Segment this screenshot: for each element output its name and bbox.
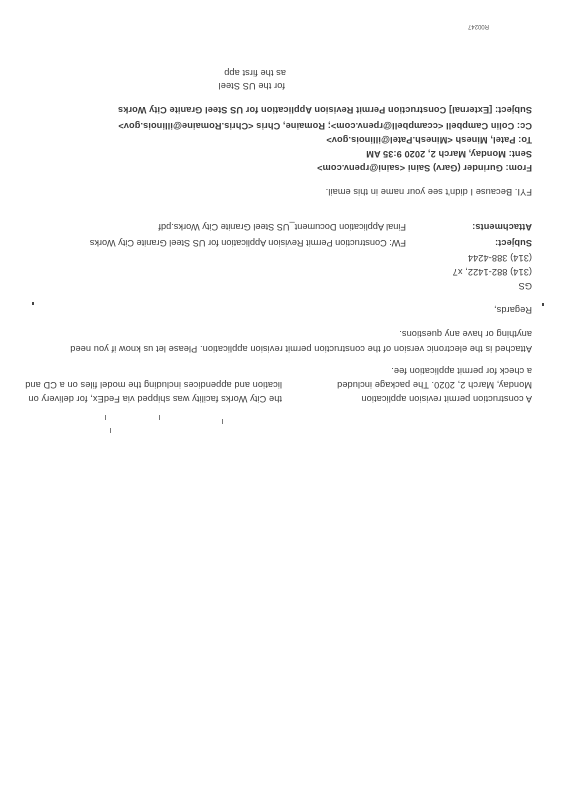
scan-tick: [222, 419, 223, 424]
forward-note-line-2: for the US Steel: [218, 81, 285, 91]
regards-line: Regards,: [493, 305, 532, 315]
subject-value: FW: Construction Permit Revision Application for US Steel Granite City Works: [89, 238, 406, 248]
forward-cc-line: Cc: Colin Campbell <ccampbell@rpenv.com>; Romaine, Chris <Chris.Romaine@illinois.gov>: [118, 121, 532, 131]
scan-mark-right: [542, 303, 544, 306]
fyi-line: FYI. Because I didn't see your name in this email.: [325, 187, 532, 197]
signature-initials: GS: [518, 281, 532, 291]
signature-phone-1: (314) 388-4244: [467, 253, 532, 263]
body-line-1-left: A construction permit revision application: [361, 394, 532, 404]
scan-tick: [105, 415, 106, 420]
forward-to-line: To: Patel, Minesh <Minesh.Patel@illinois.gov>: [326, 135, 532, 145]
forward-from-line: From: Gurinder (Garv) Saini <saini@rpenv.com>: [317, 163, 532, 173]
forward-subject-line: Subject: [External] Construction Permit Revision Application for US Steel Granite City Works: [117, 105, 532, 115]
signature-phone-2: (314) 882-1422, x7: [452, 267, 532, 277]
body-line-2-left: Monday, March 2, 2020. The package included: [337, 380, 532, 390]
body-line-5: anything or have any questions.: [399, 329, 532, 339]
scan-tick: [159, 415, 160, 420]
page-id: R00247: [467, 23, 489, 29]
forward-sent-line: Sent: Monday, March 2, 2020 9:35 AM: [366, 149, 532, 159]
subject-label: Subject:: [494, 238, 532, 248]
body-line-4: Attached is the electronic version of the construction permit revision application. Please let us know if you need: [70, 344, 532, 354]
scan-mark-left: [32, 302, 34, 305]
body-line-2-right: lication and appendices including the model files on a CD and: [25, 380, 282, 390]
attachments-label: Attachments:: [472, 222, 532, 232]
scan-tick: [110, 428, 111, 433]
forward-note-line-1: as the first app: [224, 68, 286, 78]
body-line-1-right: the City Works facility was shipped via FedEx, for delivery on: [28, 394, 282, 404]
attachments-value: Final Application Document_US Steel Granite City Works.pdf: [158, 222, 406, 232]
body-line-3: a check for permit application fee.: [391, 366, 532, 376]
